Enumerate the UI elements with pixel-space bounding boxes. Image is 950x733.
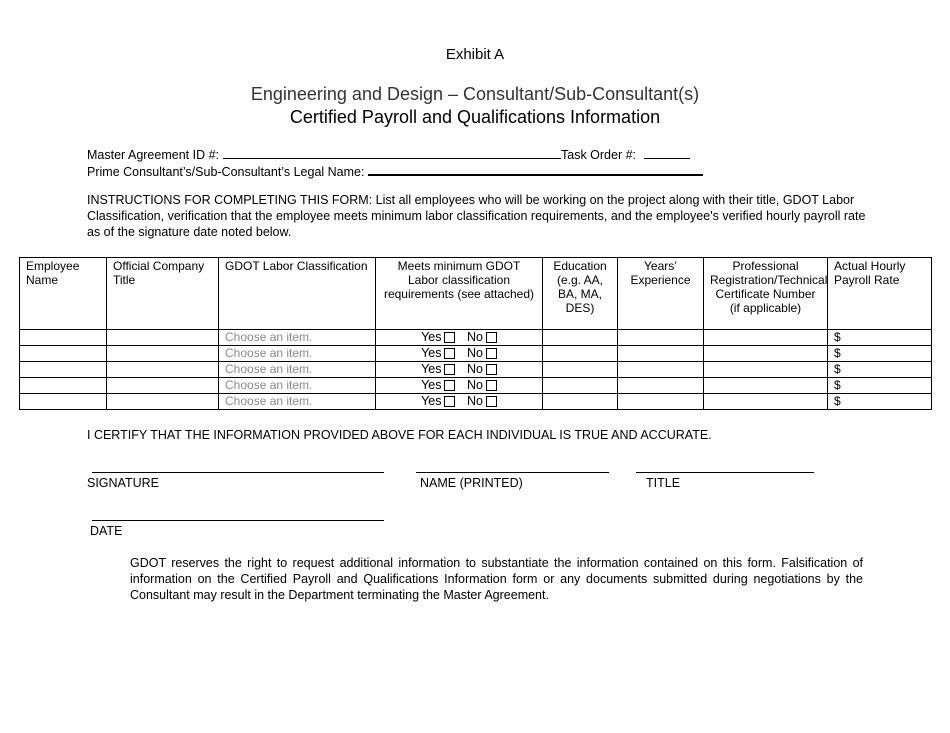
registration-cell[interactable] xyxy=(704,362,828,378)
yes-label: Yes xyxy=(421,378,442,392)
no-checkbox[interactable] xyxy=(486,332,497,343)
company-title-cell[interactable] xyxy=(107,330,219,346)
form-subtitle: Engineering and Design – Consultant/Sub-Consultant(s) xyxy=(250,84,700,104)
education-cell[interactable] xyxy=(543,330,618,346)
master-agreement-label: Master Agreement ID #: xyxy=(87,148,220,162)
yes-label: Yes xyxy=(421,346,442,360)
registration-cell[interactable] xyxy=(704,330,828,346)
yes-label: Yes xyxy=(421,330,442,344)
meets-minimum-cell xyxy=(376,346,543,362)
col-meets-minimum: Meets minimum GDOT Labor classification requirements (see attached) xyxy=(376,258,543,330)
experience-cell[interactable] xyxy=(618,362,704,378)
meets-minimum-cell xyxy=(376,378,543,394)
employee-name-cell[interactable] xyxy=(20,362,107,378)
task-order-label: Task Order #: xyxy=(561,148,637,162)
meets-minimum-cell xyxy=(376,330,543,346)
yes-label: Yes xyxy=(421,362,442,376)
meets-minimum-cell xyxy=(376,362,543,378)
yes-label: Yes xyxy=(421,394,442,408)
no-label: No xyxy=(466,346,483,360)
company-title-cell[interactable] xyxy=(107,362,219,378)
title-line[interactable] xyxy=(636,472,814,473)
signature-label: SIGNATURE xyxy=(87,476,159,490)
signature-line[interactable] xyxy=(92,472,384,473)
registration-cell[interactable] xyxy=(704,378,828,394)
experience-cell[interactable] xyxy=(618,346,704,362)
name-printed-line[interactable] xyxy=(416,472,609,473)
legal-name-row xyxy=(87,162,703,179)
col-labor-classification: GDOT Labor Classification xyxy=(219,258,376,330)
education-cell[interactable] xyxy=(543,394,618,410)
labor-classification-dropdown[interactable]: Choose an item. xyxy=(219,394,376,410)
no-checkbox[interactable] xyxy=(486,396,497,407)
education-cell[interactable] xyxy=(543,362,618,378)
exhibit-label: Exhibit A xyxy=(445,46,505,63)
table-row xyxy=(20,362,932,378)
yes-checkbox[interactable] xyxy=(444,364,455,375)
experience-cell[interactable] xyxy=(618,378,704,394)
date-label: DATE xyxy=(90,524,123,538)
labor-classification-dropdown[interactable]: Choose an item. xyxy=(219,378,376,394)
meets-minimum-cell xyxy=(376,394,543,410)
table-row xyxy=(20,378,932,394)
yes-checkbox[interactable] xyxy=(444,332,455,343)
master-agreement-row xyxy=(87,146,561,162)
labor-classification-dropdown[interactable]: Choose an item. xyxy=(219,362,376,378)
table-row xyxy=(20,330,932,346)
hourly-rate-cell[interactable]: $ xyxy=(828,330,932,346)
date-line[interactable] xyxy=(92,520,384,521)
company-title-cell[interactable] xyxy=(107,378,219,394)
education-cell[interactable] xyxy=(543,346,618,362)
legal-name-field[interactable] xyxy=(368,162,703,176)
table-row xyxy=(20,346,932,362)
registration-cell[interactable] xyxy=(704,346,828,362)
yes-checkbox[interactable] xyxy=(444,396,455,407)
disclaimer-text: GDOT reserves the right to request additional information to substantiate the information contained on this form. Falsification of information on the Certified Payroll and Qualifications Information form or any documents submitted during negotiations by the Consultant may result in the Department terminating the Master Agreement. xyxy=(130,556,863,602)
company-title-cell[interactable] xyxy=(107,394,219,410)
hourly-rate-cell[interactable]: $ xyxy=(828,378,932,394)
col-registration: Professional Registration/Technical Certificate Number (if applicable) xyxy=(704,258,828,330)
education-cell[interactable] xyxy=(543,378,618,394)
no-checkbox[interactable] xyxy=(486,348,497,359)
yes-checkbox[interactable] xyxy=(444,380,455,391)
registration-cell[interactable] xyxy=(704,394,828,410)
instructions-text: INSTRUCTIONS FOR COMPLETING THIS FORM: List all employees who will be working on the project along with their title, GDOT Labor Classification, verification that the employee meets minimum labor classification requirements, and the employee's verified hourly payroll rate as of the signature date noted below. xyxy=(87,193,866,239)
no-label: No xyxy=(466,394,483,408)
labor-classification-dropdown[interactable]: Choose an item. xyxy=(219,330,376,346)
legal-name-label: Prime Consultant’s/Sub-Consultant’s Legal Name: xyxy=(87,165,365,179)
task-order-row xyxy=(561,146,690,162)
master-agreement-field[interactable] xyxy=(223,146,561,159)
no-label: No xyxy=(466,378,483,392)
experience-cell[interactable] xyxy=(618,330,704,346)
employee-name-cell[interactable] xyxy=(20,394,107,410)
yes-checkbox[interactable] xyxy=(444,348,455,359)
col-years-experience: Years’ Experience xyxy=(618,258,704,330)
hourly-rate-cell[interactable]: $ xyxy=(828,346,932,362)
employee-name-cell[interactable] xyxy=(20,330,107,346)
col-company-title: Official Company Title xyxy=(107,258,219,330)
employee-name-cell[interactable] xyxy=(20,378,107,394)
no-checkbox[interactable] xyxy=(486,380,497,391)
hourly-rate-cell[interactable]: $ xyxy=(828,394,932,410)
employee-name-cell[interactable] xyxy=(20,346,107,362)
col-education: Education (e.g. AA, BA, MA, DES) xyxy=(543,258,618,330)
no-checkbox[interactable] xyxy=(486,364,497,375)
col-hourly-rate: Actual Hourly Payroll Rate xyxy=(828,258,932,330)
table-row xyxy=(20,394,932,410)
labor-classification-dropdown[interactable]: Choose an item. xyxy=(219,346,376,362)
certify-statement: I CERTIFY THAT THE INFORMATION PROVIDED ABOVE FOR EACH INDIVIDUAL IS TRUE AND ACCURATE. xyxy=(87,428,712,442)
title-label: TITLE xyxy=(646,476,681,490)
form-title: Certified Payroll and Qualifications Information xyxy=(289,107,661,127)
col-employee-name: Employee Name xyxy=(20,258,107,330)
no-label: No xyxy=(466,362,483,376)
hourly-rate-cell[interactable]: $ xyxy=(828,362,932,378)
table-header-row xyxy=(20,258,932,330)
no-label: No xyxy=(466,330,483,344)
task-order-field[interactable] xyxy=(644,146,690,159)
name-printed-label: NAME (PRINTED) xyxy=(420,476,523,490)
payroll-table xyxy=(19,257,932,410)
company-title-cell[interactable] xyxy=(107,346,219,362)
experience-cell[interactable] xyxy=(618,394,704,410)
